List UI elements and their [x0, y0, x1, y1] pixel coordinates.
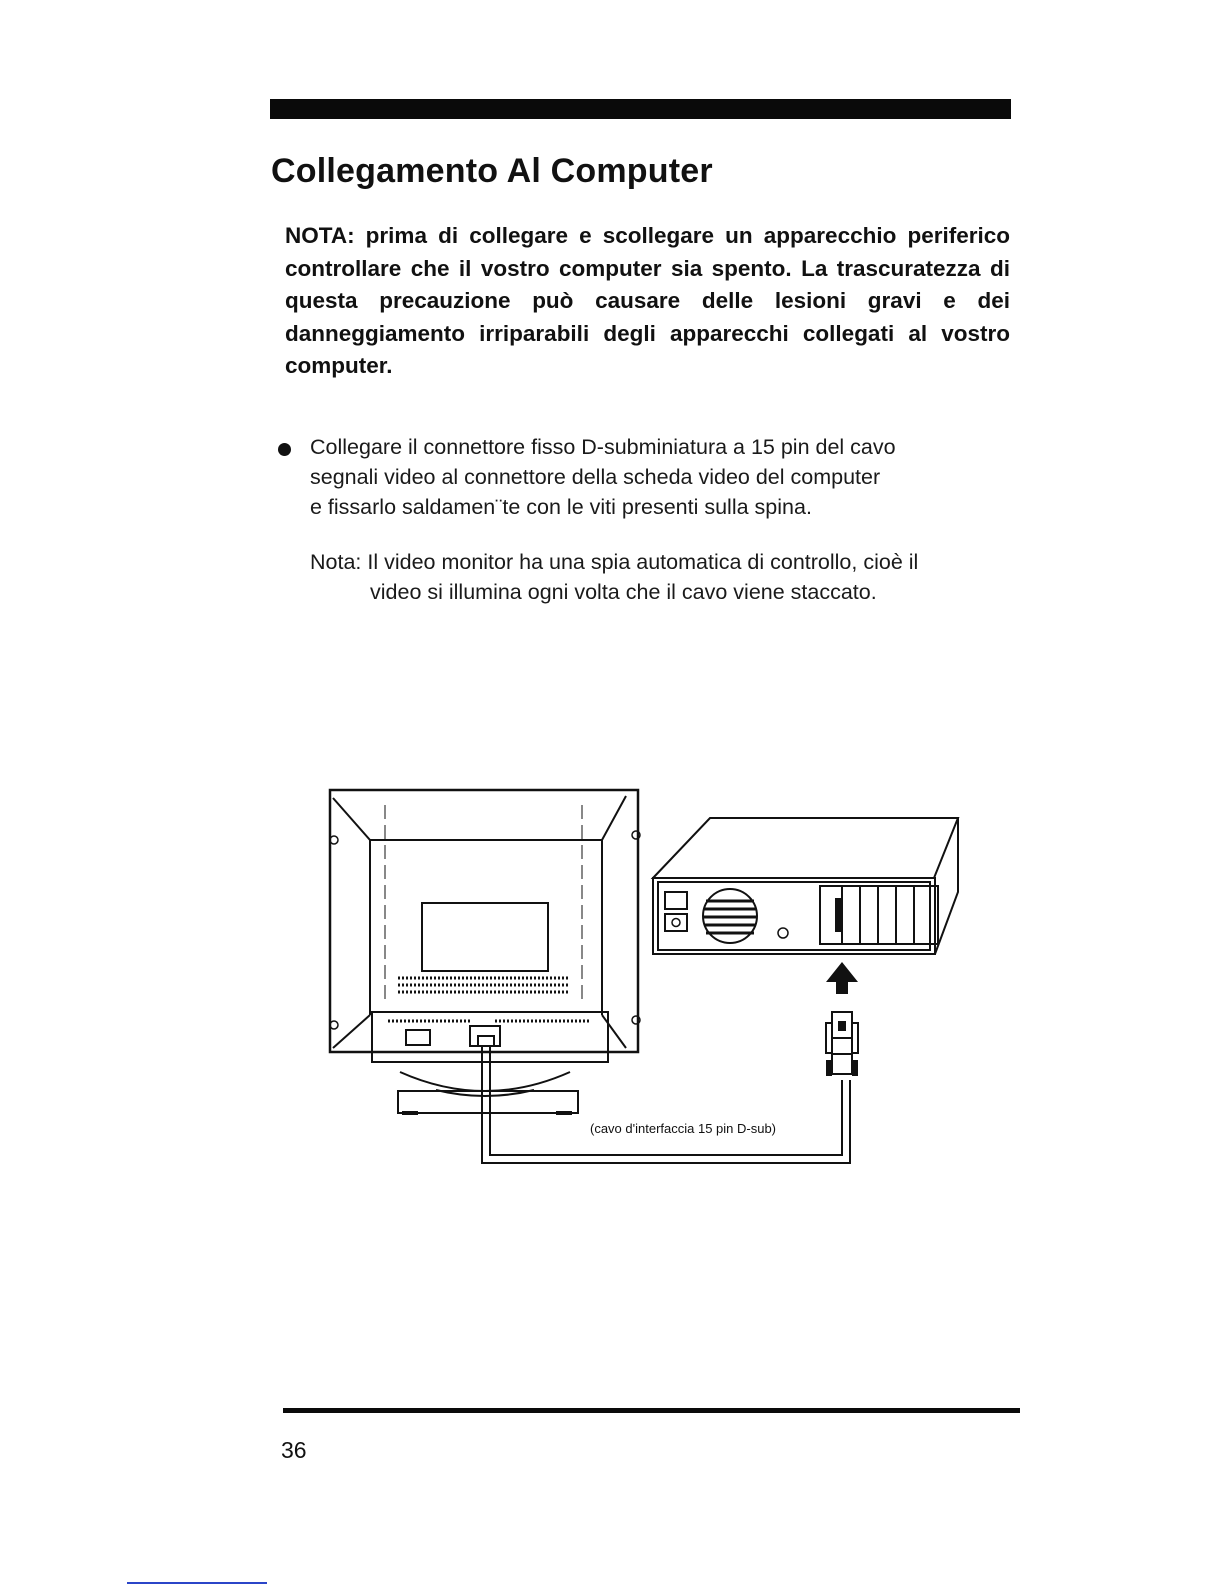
- page-number: 36: [281, 1437, 307, 1463]
- monitor-note-line-1: Nota: Il video monitor ha una spia automatica di controllo, cioè il: [310, 550, 919, 574]
- top-rule: [270, 99, 1011, 119]
- scan-edge-line: [127, 1582, 267, 1584]
- computer-illustration: [653, 818, 958, 954]
- interface-cable: [478, 1036, 850, 1163]
- monitor-note-line-2: video si illumina ogni volta che il cavo viene staccato.: [370, 580, 877, 604]
- monitor-illustration: [330, 790, 640, 1113]
- arrow-up-icon: [826, 962, 858, 994]
- cable-label: (cavo d'interfaccia 15 pin D-sub): [590, 1121, 777, 1136]
- instruction-line-3: e fissarlo saldamen¨te con le viti presenti sulla spina.: [310, 495, 812, 519]
- bullet-icon: [278, 443, 291, 456]
- warning-note: NOTA: prima di collegare e scollegare un apparecchio periferico controllare che il vostro computer sia spento. La trascuratezza di questa precauzione può causare delle lesioni gravi e dei danneggiamento irriparabili degli apparecchi collegati al vostro computer.: [285, 223, 1010, 378]
- instruction-line-2: segnali video al connettore della scheda video del computer: [310, 465, 881, 489]
- instruction-line-1: Collegare il connettore fisso D-subminiatura a 15 pin del cavo: [310, 435, 896, 459]
- page-title: Collegamento Al Computer: [271, 152, 713, 190]
- bottom-rule: [283, 1408, 1020, 1413]
- connection-diagram: [320, 780, 970, 1170]
- dsub-connector-illustration: [826, 1012, 858, 1076]
